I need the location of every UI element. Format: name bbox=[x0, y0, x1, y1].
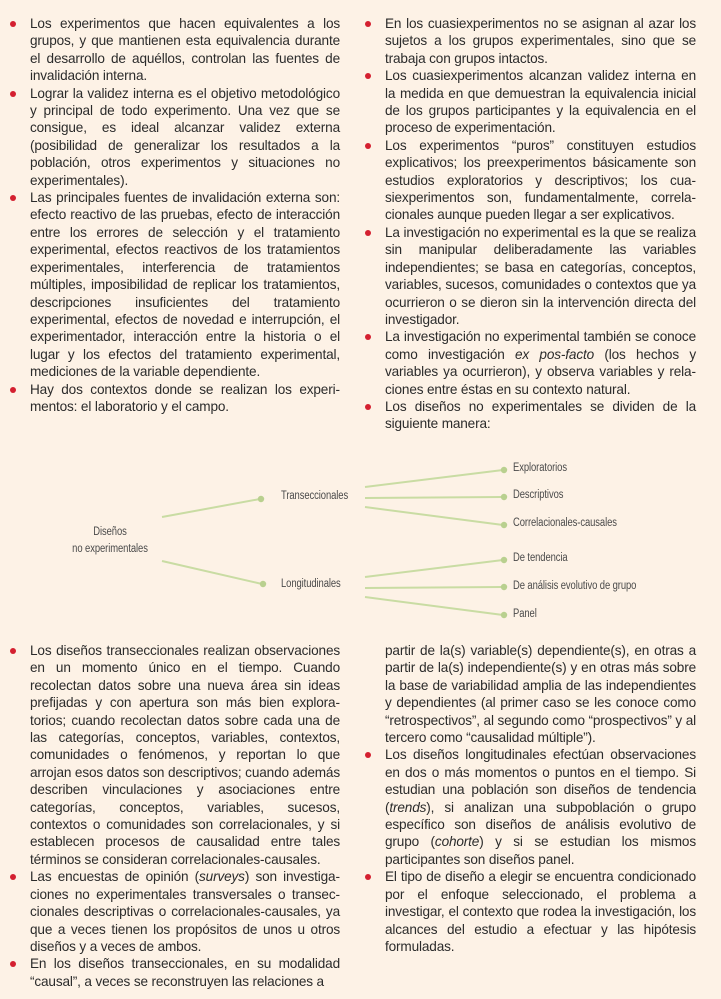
bullet-icon bbox=[10, 21, 16, 27]
list-item bbox=[30, 955, 340, 990]
list-item-text: Los diseños longitudinales efectúan observaciones en dos o más momentos o puntos en el tiempo. Si estudian una población son diseños de tendencia ( bbox=[385, 747, 696, 815]
list-item-text: Los cuasiexperimentos alcanzan validez interna en la medida en que demuestran la equivalencia inicial de los grupos participantes y la equivalencia en el proceso de experimentación. bbox=[385, 68, 696, 136]
bullet-list bbox=[30, 642, 340, 990]
leaf-exploratorios: Exploratorios bbox=[513, 462, 567, 474]
bullet-icon bbox=[365, 404, 371, 410]
root-label-line1: Diseños bbox=[93, 526, 127, 538]
bottom-right-column bbox=[385, 642, 696, 955]
list-item-text: Los diseños transeccionales realizan observaciones en un momento único en el tiempo. Cuando recolectan datos sobre una nueva área sin ideas prefijadas y con apertura son más bien exploratorios; cuando recolectan datos sobre cada una de las categorías, conceptos, variables, contextos, comunidades o fenómenos, y reportan lo que arrojan esos datos son descriptivos; cuando además describen vinculaciones y asociaciones entre categorías, conceptos, variables, sucesos, contextos o comunidades son correlacionales, y si establecen procesos de causalidad entre tales términos se consideran correlacionales-causales. bbox=[30, 643, 340, 867]
bullet-icon bbox=[10, 961, 16, 967]
italic-term: trends bbox=[389, 799, 427, 815]
list-item-text: Los experimentos “puros” constituyen estudios explicativos; los preexperimentos básicamente son estudios exploratorios y descriptivos; los cuasiexperimentos son, fundamentalmente, correlacionales aunque pueden llegar a ser explicativos. bbox=[385, 137, 696, 223]
list-item-text: Lograr la validez interna es el objetivo metodológico y principal de todo experimento. Una vez que se consigue, es ideal alcanzar validez externa (posibilidad de generalizar los resultados a la población, otros experimentos y situaciones no experimentales). bbox=[30, 85, 340, 188]
root-label-line2: no experimentales bbox=[72, 543, 148, 555]
list-item bbox=[385, 15, 696, 67]
bullet-icon bbox=[365, 21, 371, 27]
list-item bbox=[385, 328, 696, 398]
branch-transeccionales: Transeccionales bbox=[281, 490, 349, 502]
leaf-panel: Panel bbox=[513, 608, 537, 620]
bullet-icon bbox=[365, 752, 371, 758]
list-item-text: En los cuasiexperimentos no se asignan al azar los sujetos a los grupos experimentales, sino que se trabaja con grupos intactos. bbox=[385, 16, 696, 66]
list-item-text: ) son investigaciones no experimentales transversales o transeccionales descriptivas o correlacionales-causales, ya que a veces tienen los propósitos de unos u otros diseños y a veces de ambos. bbox=[30, 869, 340, 954]
bullet-icon bbox=[365, 334, 371, 340]
list-item bbox=[385, 398, 696, 433]
top-left-column bbox=[30, 15, 340, 415]
italic-term: cohorte bbox=[434, 834, 480, 850]
leaf-descriptivos: Descriptivos bbox=[513, 489, 564, 501]
bullet-icon bbox=[10, 648, 16, 654]
bullet-list bbox=[30, 15, 340, 415]
bullet-list bbox=[385, 746, 696, 955]
list-item bbox=[30, 189, 340, 380]
list-item-text: Las principales fuentes de invalidación externa son: efecto reactivo de las pruebas, efecto de interacción entre los errores de selección y el tratamiento experimental, efectos reactivos de los tratamientos experimentales, interferencia de tratamientos múltiples, imposibilidad de replicar los tratamientos, descripciones insuficientes del tratamiento experimental, efectos de novedad e interrupción, el experimentador, interacción entre la historia o el lugar y los efectos del tratamiento experimental, mediciones de la variable dependiente. bbox=[30, 190, 340, 380]
bullet-icon bbox=[365, 230, 371, 236]
branch-longitudinales: Longitudinales bbox=[281, 578, 341, 590]
bullet-list bbox=[385, 15, 696, 433]
list-item-text: ), si analizan una subpoblación o grupo específico son diseños de análisis evolutivo de grupo ( bbox=[385, 799, 696, 850]
bullet-icon bbox=[10, 195, 16, 201]
list-item bbox=[30, 15, 340, 85]
italic-term: surveys bbox=[199, 869, 245, 885]
list-item bbox=[30, 868, 340, 955]
leaf-correlacionales-causales: Correlacionales-causales bbox=[513, 517, 617, 529]
bullet-icon bbox=[10, 91, 16, 97]
leaf-analisis-evolutivo: De análisis evolutivo de grupo bbox=[513, 580, 637, 592]
list-item bbox=[385, 137, 696, 224]
list-item bbox=[30, 381, 340, 416]
list-item-text: Los diseños no experimentales se dividen de la siguiente manera: bbox=[385, 398, 696, 432]
list-item bbox=[385, 868, 696, 955]
bullet-icon bbox=[10, 874, 16, 880]
non-experimental-designs-diagram bbox=[0, 450, 721, 630]
list-item-text: El tipo de diseño a elegir se encuentra condicionado por el enfoque seleccionado, el problema a investigar, el contexto que rodea la investigación, los alcances del estudio a efectuar y las hipótesis formuladas. bbox=[385, 869, 696, 954]
list-item bbox=[385, 67, 696, 137]
list-item-text: Hay dos contextos donde se realizan los experimentos: el laboratorio y el campo. bbox=[30, 381, 340, 414]
bullet-icon bbox=[365, 143, 371, 149]
bottom-left-column bbox=[30, 642, 340, 990]
bullet-icon bbox=[365, 73, 371, 79]
list-item-text: ) y si se estudian los mismos participantes son diseños panel. bbox=[385, 834, 696, 867]
list-item-text: En los diseños transeccionales, en su modalidad “causal”, a veces se reconstruyen las relaciones a bbox=[30, 956, 340, 989]
list-item-text: (los hechos y variables ya ocurrieron), y observa variables y relaciones entre éstas en su contexto natural. bbox=[385, 346, 696, 397]
list-item-text: La investigación no experimental también se conoce como investigación bbox=[385, 329, 696, 362]
list-item bbox=[385, 224, 696, 328]
list-item-text: Los experimentos que hacen equivalentes a los grupos, y que mantienen esta equivalencia durante el desarrollo de aquéllos, controlan las fuentes de invalidación interna. bbox=[30, 16, 340, 84]
top-right-column bbox=[385, 15, 696, 433]
leaf-de-tendencia: De tendencia bbox=[513, 552, 568, 564]
diagram-root-label bbox=[61, 524, 159, 558]
bullet-icon bbox=[10, 387, 16, 393]
list-item bbox=[385, 746, 696, 868]
bullet-icon bbox=[365, 874, 371, 880]
italic-term: ex pos-facto bbox=[515, 346, 595, 362]
continuation-paragraph: partir de la(s) variable(s) dependiente(s), en otras a partir de la(s) independiente(s) y en otras más sobre la base de variabilidad amplia de las independientes y dependientes (al primer caso se les conoce como “retrospectivos”, al segundo como “prospectivos” y al tercero como “causalidad múltiple”). bbox=[385, 643, 696, 746]
list-item-text: La investigación no experimental es la que se realiza sin manipular deliberadamente las variables independientes; se basa en categorías, conceptos, variables, sucesos, comunidades o contextos que ya ocurrieron o se dieron sin la intervención directa del investigador. bbox=[385, 224, 696, 327]
list-item bbox=[30, 85, 340, 189]
list-item bbox=[30, 642, 340, 868]
list-item-text: Las encuestas de opinión ( bbox=[30, 869, 200, 885]
